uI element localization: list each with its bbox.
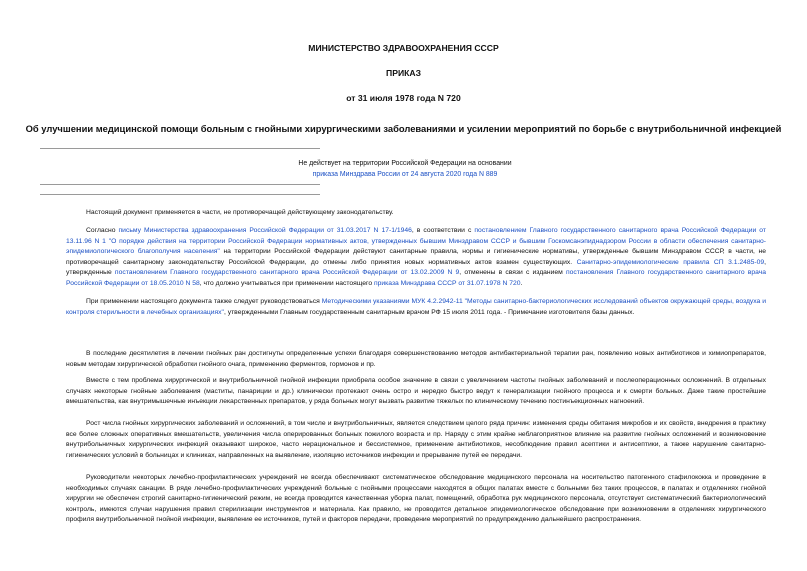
reference-link[interactable]: письму Министерства здравоохранения Российской Федерации от 31.03.2017 N 17-1/1946 — [118, 227, 412, 234]
ministry-heading: МИНИСТЕРСТВО ЗДРАВООХРАНЕНИЯ СССР — [308, 43, 499, 53]
body-paragraph-4 — [66, 473, 766, 526]
body-paragraph-2 — [66, 376, 766, 408]
body-paragraph-1 — [66, 349, 766, 370]
status-note-link[interactable]: приказа Минздрава России от 24 августа 2020 года N 889 — [312, 170, 498, 178]
separator-line — [40, 194, 320, 195]
reference-link[interactable]: Методическими указаниями МУК 4.2.2942-11 "Методы санитарно-бактериологических исследований объектов окружающей среды, воздуха и контроля стерильности в лечебных организациях" — [66, 298, 766, 316]
preamble-p2-runs — [66, 227, 766, 287]
document-title: Об улучшении медицинской помощи больным с гнойными хирургическими заболеваниями и усилении мероприятий по борьбе с внутрибольничной инфекцией — [25, 123, 782, 134]
preamble-text: , утвержденные — [66, 258, 766, 277]
doc-type-heading: ПРИКАЗ — [386, 68, 421, 78]
body-paragraph-3 — [66, 419, 766, 461]
preamble-text: , отменены в связи с изданием — [459, 269, 566, 277]
body-text: В последние десятилетия в лечении гнойных ран достигнуты определенные успехи благодаря совершенствованию методов антибактериальной терапии ран, появлению новых антибиотиков и химиопрепаратов, новым методам хирургической обработки гнойного очага, применению ферментов, гормонов и пр. — [66, 350, 766, 368]
preamble-text: При применении настоящего документа также следует руководствоваться — [86, 298, 322, 305]
separator-line — [40, 148, 320, 149]
preamble-text: , в соответствии с — [411, 227, 475, 234]
preamble-text: Настоящий документ применяется в части, не противоречащей действующему законодательству. — [86, 209, 394, 216]
preamble-text: на территории Российской Федерации действуют санитарные правила, нормы и гигиенические нормативы, утвержденные бывшим Минздравом СССР, в части, не противоречащей санитарному законодательству Российской Федерации, до отмены либо принятия новых нормативных актов взамен существующих. — [66, 248, 767, 266]
preamble-paragraph-3 — [66, 297, 766, 318]
preamble-text: , что должно учитываться при применении настоящего — [199, 279, 374, 287]
reference-link[interactable]: постановления Главного государственного санитарного врача Российской Федерации от 18.05.2010 N 58 — [66, 269, 766, 287]
separator-line — [40, 184, 320, 185]
preamble-text: . — [520, 279, 523, 287]
status-note — [225, 159, 585, 181]
body-text: Руководители некоторых лечебно-профилактических учреждений не всегда обеспечивают систематическое обследование медицинского персонала на носительство патогенного стафилококка и проведение в необходимых случаях санации. В ряде лечебно-профилактических учреждений больные с гнойными процессами находятся в общих палатах вместе с больными без таких процессов, в палатах и отделениях гнойной хирургии не обеспечен строгий санитарно-гигиенический режим, не всегда проводится качественная уборка палат, помещений, обработка рук медицинского персонала, отсутствует систематический бактериологический контроль, имеются случаи нарушения правил стерилизации инструментов и материала. Как правило, не проводится детальное эпидемиологическое обследование при возникновении в отделениях хирургического профиля внутрибольничной гнойной инфекции, выявление ее источников, путей и факторов передачи, проведение мероприятий по предупреждению дальнейшего распространения. — [66, 474, 766, 524]
reference-link[interactable]: приказа Минздрава СССР от 31.07.1978 N 720 — [373, 279, 521, 287]
preamble-text: Согласно — [86, 227, 119, 234]
status-note-text: Не действует на территории Российской Федерации на основании — [298, 160, 512, 167]
preamble-paragraph-1 — [66, 208, 766, 219]
reference-link[interactable]: постановлением Главного государственного санитарного врача Российской Федерации от 13.11.96 N 1 "О порядке действия на территории Российской Федерации нормативных актов, утвержденных бывшим Минздравом СССР и бывшим Госкомсанэпиднадзором России в области обеспечения санитарно-эпидемиологического благополучия населения" — [66, 227, 766, 256]
body-text: Вместе с тем проблема хирургической и внутрибольничной гнойной инфекции приобрела особое значение в связи с увеличением частоты гнойных заболеваний и послеоперационных осложнений. В отдельных случаях некоторые гнойные заболевания (маститы, панариции и др.) клинически протекают очень остро и нередко быстро ведут к генерализации гнойного процесса и к смерти больных. Даже такие простейшие вмешательства, как внутримышечные инъекции лекарственных препаратов, у ряда больных могут вызвать развитие тяжелых по клиническому течению постинъекционных нагноений. — [66, 377, 766, 406]
preamble-paragraph-2 — [66, 226, 766, 290]
preamble-p3-runs — [66, 298, 766, 316]
body-text: Рост числа гнойных хирургических заболеваний и осложнений, в том числе и внутрибольничных, является следствием целого ряда причин: изменения среды обитания микробов и их свойств, внедрения в практику все более сложных оперативных вмешательств, увеличения числа оперированных больных пожилого возраста и пр. Наряду с этим крайне неблагоприятное влияние на развитие гнойных осложнений и возникновение внутрибольничных хирургических инфекций оказывают широкое, часто нерациональное и бессистемное, применение антибиотиков, несоблюдение правил асептики и антисептики, а также нарушение санитарно-гигиенических условий в больницах и клиниках, направленных на выявление, изоляцию источников инфекции и прерывание путей ее передачи. — [66, 420, 766, 459]
reference-link[interactable]: постановлением Главного государственного санитарного врача Российской Федерации от 13.02.2009 N 9 — [114, 269, 460, 277]
doc-date-number: от 31 июля 1978 года N 720 — [346, 93, 461, 103]
reference-link[interactable]: Санитарно-эпидемиологические правила СП 3.1.2485-09 — [576, 258, 765, 266]
preamble-text: , утвержденными Главным государственным санитарным врачом РФ 15 июля 2011 года. - Примечание изготовителя базы данных. — [223, 308, 635, 316]
